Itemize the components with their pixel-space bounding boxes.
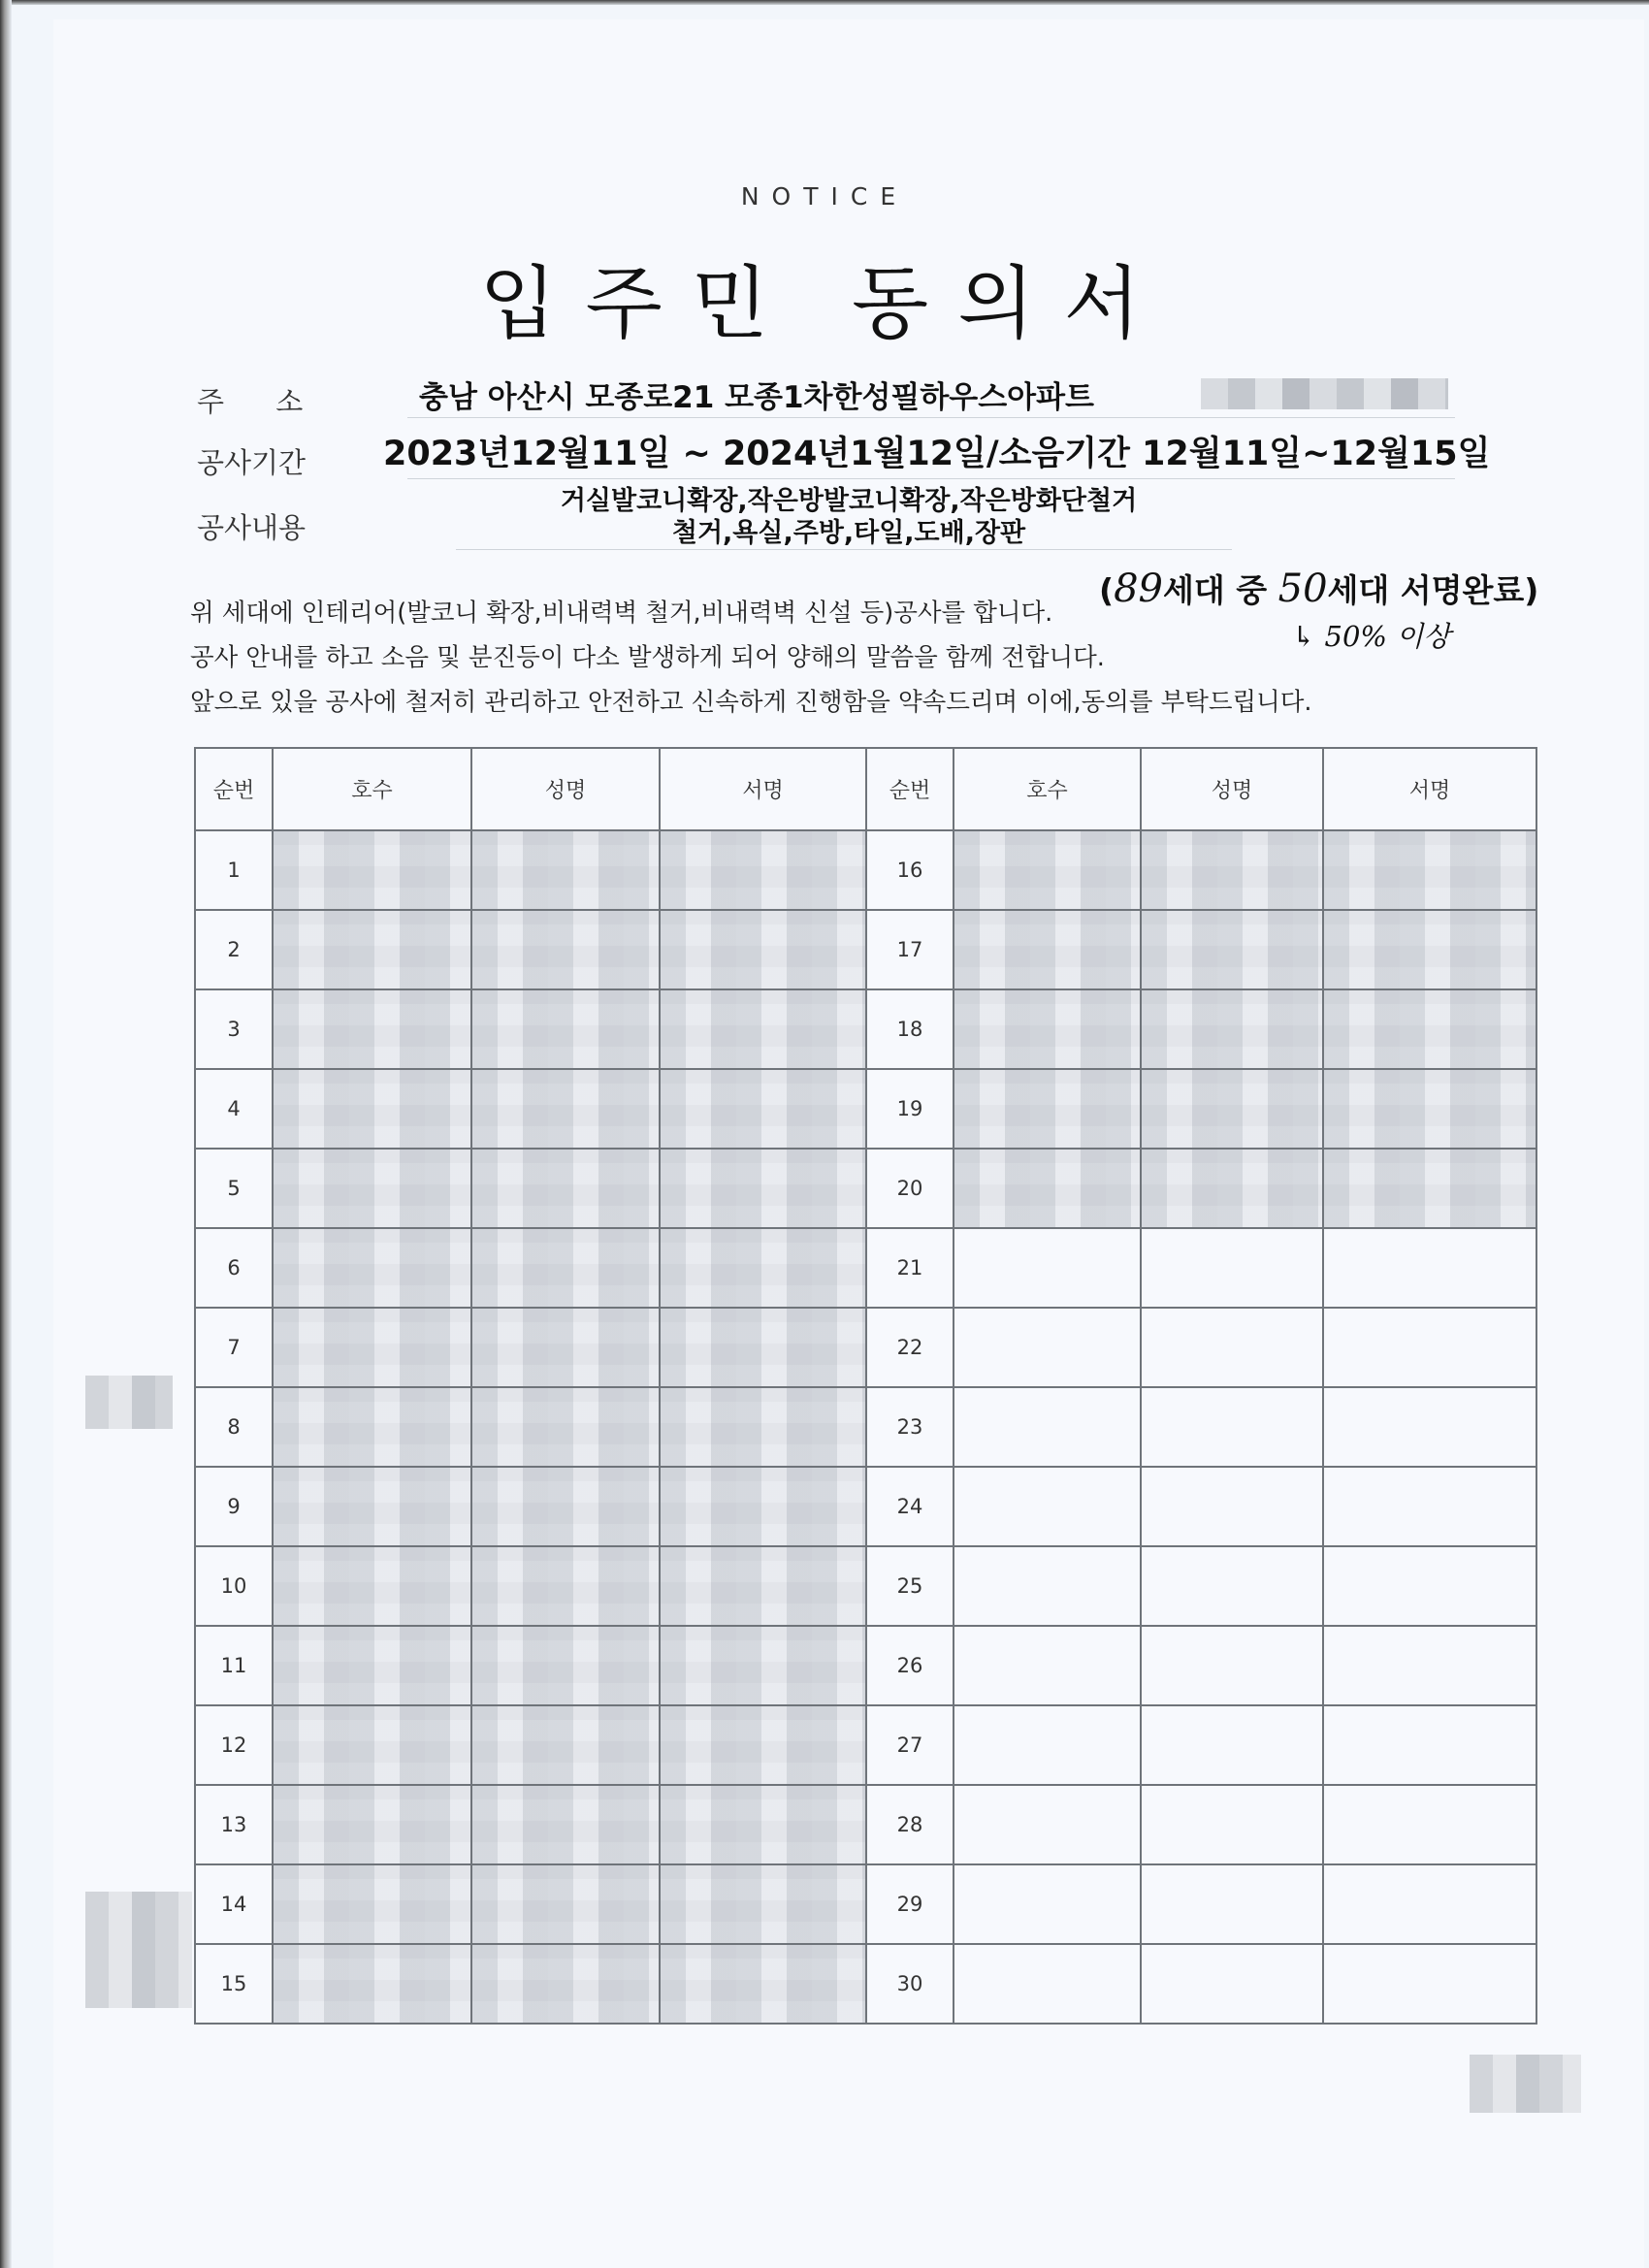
redacted-mark-bottom-right xyxy=(1470,2055,1581,2113)
name-cell-left xyxy=(471,1864,660,1944)
handwritten-percentage-note: ↳ 50% 이상 xyxy=(1292,620,1451,653)
table-row xyxy=(195,1785,1536,1864)
row-number-left: 6 xyxy=(195,1228,273,1308)
signature-cell-right xyxy=(1323,989,1536,1069)
unit-cell-right xyxy=(954,1149,1141,1228)
row-number-left: 9 xyxy=(195,1467,273,1546)
signature-cell-right xyxy=(1323,1467,1536,1546)
signature-cell-right xyxy=(1323,1785,1536,1864)
unit-cell-left xyxy=(273,989,471,1069)
content-line-1: 거실발코니확장,작은방발코니확장,작은방화단철거 xyxy=(560,486,1138,516)
unit-cell-left xyxy=(273,830,471,910)
name-cell-right xyxy=(1141,910,1323,989)
unit-cell-left xyxy=(273,1228,471,1308)
unit-cell-right xyxy=(954,1069,1141,1149)
row-number-left: 10 xyxy=(195,1546,273,1626)
row-number-left: 8 xyxy=(195,1387,273,1467)
signature-cell-right xyxy=(1323,1944,1536,2024)
row-number-left: 7 xyxy=(195,1308,273,1387)
row-number-left: 2 xyxy=(195,910,273,989)
signature-cell-left xyxy=(660,1785,866,1864)
header-signature-right: 서명 xyxy=(1323,748,1536,830)
handwritten-total-households: 89 xyxy=(1114,567,1163,611)
notice-label: NOTICE xyxy=(740,182,909,211)
address-rule xyxy=(407,417,1455,418)
row-number-left: 5 xyxy=(195,1149,273,1228)
name-cell-right xyxy=(1141,1467,1323,1546)
name-cell-left xyxy=(471,1467,660,1546)
name-cell-left xyxy=(471,1228,660,1308)
signature-cell-right xyxy=(1323,1705,1536,1785)
handwritten-signature-count xyxy=(1099,566,1538,611)
signature-cell-right xyxy=(1323,830,1536,910)
unit-cell-left xyxy=(273,1864,471,1944)
name-cell-left xyxy=(471,1308,660,1387)
table-row xyxy=(195,1228,1536,1308)
unit-cell-right xyxy=(954,1785,1141,1864)
redacted-unit-number xyxy=(1201,378,1448,409)
content-rule xyxy=(456,549,1232,550)
name-cell-left xyxy=(471,830,660,910)
signature-cell-left xyxy=(660,910,866,989)
row-number-left: 4 xyxy=(195,1069,273,1149)
row-number-right: 25 xyxy=(866,1546,954,1626)
name-cell-left xyxy=(471,989,660,1069)
signature-table xyxy=(194,747,1537,2025)
unit-cell-left xyxy=(273,1387,471,1467)
row-number-right: 17 xyxy=(866,910,954,989)
table-row xyxy=(195,1467,1536,1546)
redacted-mark-left-margin-lower xyxy=(85,1892,192,2008)
row-number-left: 13 xyxy=(195,1785,273,1864)
name-cell-right xyxy=(1141,1149,1323,1228)
table-row xyxy=(195,1149,1536,1228)
signature-cell-right xyxy=(1323,910,1536,989)
name-cell-right xyxy=(1141,1785,1323,1864)
table-header-row xyxy=(195,748,1536,830)
header-unit-right: 호수 xyxy=(954,748,1141,830)
name-cell-right xyxy=(1141,1705,1323,1785)
table-row xyxy=(195,1387,1536,1467)
unit-cell-left xyxy=(273,1626,471,1705)
unit-cell-right xyxy=(954,1705,1141,1785)
table-row xyxy=(195,1546,1536,1626)
header-name-right: 성명 xyxy=(1141,748,1323,830)
signature-cell-left xyxy=(660,1944,866,2024)
name-cell-left xyxy=(471,910,660,989)
unit-cell-left xyxy=(273,1705,471,1785)
name-cell-left xyxy=(471,1546,660,1626)
name-cell-right xyxy=(1141,1546,1323,1626)
intro-line-2: 공사 안내를 하고 소음 및 분진등이 다소 발생하게 되어 양해의 말씀을 함께 전합니다. xyxy=(190,643,1105,672)
document-title: 입주민 동의서 xyxy=(479,258,1170,350)
row-number-left: 11 xyxy=(195,1626,273,1705)
signature-cell-left xyxy=(660,1069,866,1149)
handwritten-end-text: 세대 서명완료) xyxy=(1327,571,1539,609)
unit-cell-left xyxy=(273,1944,471,2024)
scan-top-edge xyxy=(0,0,1649,5)
row-number-right: 24 xyxy=(866,1467,954,1546)
signature-cell-left xyxy=(660,1705,866,1785)
header-signature-left: 서명 xyxy=(660,748,866,830)
table-row xyxy=(195,1069,1536,1149)
signature-cell-right xyxy=(1323,1387,1536,1467)
unit-cell-left xyxy=(273,1785,471,1864)
unit-cell-right xyxy=(954,1308,1141,1387)
redacted-mark-left-margin xyxy=(85,1376,173,1429)
unit-cell-left xyxy=(273,1467,471,1546)
header-number-left: 순번 xyxy=(195,748,273,830)
row-number-right: 16 xyxy=(866,830,954,910)
unit-cell-right xyxy=(954,1387,1141,1467)
name-cell-left xyxy=(471,1944,660,2024)
name-cell-right xyxy=(1141,989,1323,1069)
table-row xyxy=(195,1308,1536,1387)
signature-cell-left xyxy=(660,1626,866,1705)
unit-cell-right xyxy=(954,989,1141,1069)
name-cell-right xyxy=(1141,830,1323,910)
row-number-right: 22 xyxy=(866,1308,954,1387)
name-cell-left xyxy=(471,1149,660,1228)
signature-cell-left xyxy=(660,1467,866,1546)
signature-cell-left xyxy=(660,830,866,910)
unit-cell-left xyxy=(273,1308,471,1387)
name-cell-left xyxy=(471,1785,660,1864)
row-number-left: 15 xyxy=(195,1944,273,2024)
signature-cell-left xyxy=(660,1546,866,1626)
signature-cell-right xyxy=(1323,1546,1536,1626)
address-label: 주 소 xyxy=(197,385,325,418)
name-cell-right xyxy=(1141,1864,1323,1944)
address-value: 충남 아산시 모종로21 모종1차한성필하우스아파트 xyxy=(419,380,1095,415)
name-cell-right xyxy=(1141,1387,1323,1467)
row-number-left: 14 xyxy=(195,1864,273,1944)
signature-cell-left xyxy=(660,989,866,1069)
signature-cell-right xyxy=(1323,1149,1536,1228)
row-number-left: 3 xyxy=(195,989,273,1069)
row-number-right: 21 xyxy=(866,1228,954,1308)
handwritten-signed-households: 50 xyxy=(1277,567,1328,611)
row-number-left: 12 xyxy=(195,1705,273,1785)
unit-cell-right xyxy=(954,1944,1141,2024)
signature-cell-right xyxy=(1323,1864,1536,1944)
table-row xyxy=(195,830,1536,910)
unit-cell-right xyxy=(954,1626,1141,1705)
name-cell-left xyxy=(471,1705,660,1785)
unit-cell-right xyxy=(954,1467,1141,1546)
name-cell-right xyxy=(1141,1308,1323,1387)
intro-line-1: 위 세대에 인테리어(발코니 확장,비내력벽 철거,비내력벽 신설 등)공사를 합니다. xyxy=(190,599,1053,628)
signature-cell-right xyxy=(1323,1069,1536,1149)
handwritten-open-paren: ( xyxy=(1099,571,1115,609)
signature-cell-right xyxy=(1323,1626,1536,1705)
signature-cell-right xyxy=(1323,1308,1536,1387)
row-number-right: 23 xyxy=(866,1387,954,1467)
unit-cell-left xyxy=(273,1069,471,1149)
unit-cell-right xyxy=(954,910,1141,989)
signature-cell-left xyxy=(660,1387,866,1467)
intro-line-3: 앞으로 있을 공사에 철저히 관리하고 안전하고 신속하게 진행함을 약속드리며 이에,동의를 부탁드립니다. xyxy=(190,688,1312,717)
name-cell-right xyxy=(1141,1069,1323,1149)
unit-cell-left xyxy=(273,1149,471,1228)
header-unit-left: 호수 xyxy=(273,748,471,830)
name-cell-right xyxy=(1141,1626,1323,1705)
signature-cell-left xyxy=(660,1228,866,1308)
handwritten-middle-text: 세대 중 xyxy=(1163,571,1278,609)
row-number-right: 29 xyxy=(866,1864,954,1944)
header-name-left: 성명 xyxy=(471,748,660,830)
signature-cell-left xyxy=(660,1864,866,1944)
name-cell-left xyxy=(471,1069,660,1149)
table-row xyxy=(195,989,1536,1069)
unit-cell-left xyxy=(273,1546,471,1626)
table-row xyxy=(195,1705,1536,1785)
table-row xyxy=(195,1626,1536,1705)
unit-cell-right xyxy=(954,1228,1141,1308)
period-value: 2023년12월11일 ~ 2024년1월12일/소음기간 12월11일~12월15일 xyxy=(383,435,1491,473)
header-number-right: 순번 xyxy=(866,748,954,830)
content-label: 공사내용 xyxy=(197,511,307,544)
unit-cell-left xyxy=(273,910,471,989)
row-number-right: 26 xyxy=(866,1626,954,1705)
name-cell-left xyxy=(471,1387,660,1467)
table-row xyxy=(195,1864,1536,1944)
row-number-right: 28 xyxy=(866,1785,954,1864)
unit-cell-right xyxy=(954,1546,1141,1626)
row-number-left: 1 xyxy=(195,830,273,910)
name-cell-left xyxy=(471,1626,660,1705)
signature-cell-left xyxy=(660,1149,866,1228)
table-row xyxy=(195,910,1536,989)
unit-cell-right xyxy=(954,830,1141,910)
period-label: 공사기간 xyxy=(197,446,307,479)
row-number-right: 20 xyxy=(866,1149,954,1228)
signature-table-body xyxy=(195,830,1536,2024)
name-cell-right xyxy=(1141,1944,1323,2024)
row-number-right: 19 xyxy=(866,1069,954,1149)
content-line-2: 철거,욕실,주방,타일,도배,장판 xyxy=(671,518,1026,548)
unit-cell-right xyxy=(954,1864,1141,1944)
row-number-right: 27 xyxy=(866,1705,954,1785)
row-number-right: 30 xyxy=(866,1944,954,2024)
row-number-right: 18 xyxy=(866,989,954,1069)
signature-cell-right xyxy=(1323,1228,1536,1308)
signature-cell-left xyxy=(660,1308,866,1387)
table-row xyxy=(195,1944,1536,2024)
name-cell-right xyxy=(1141,1228,1323,1308)
